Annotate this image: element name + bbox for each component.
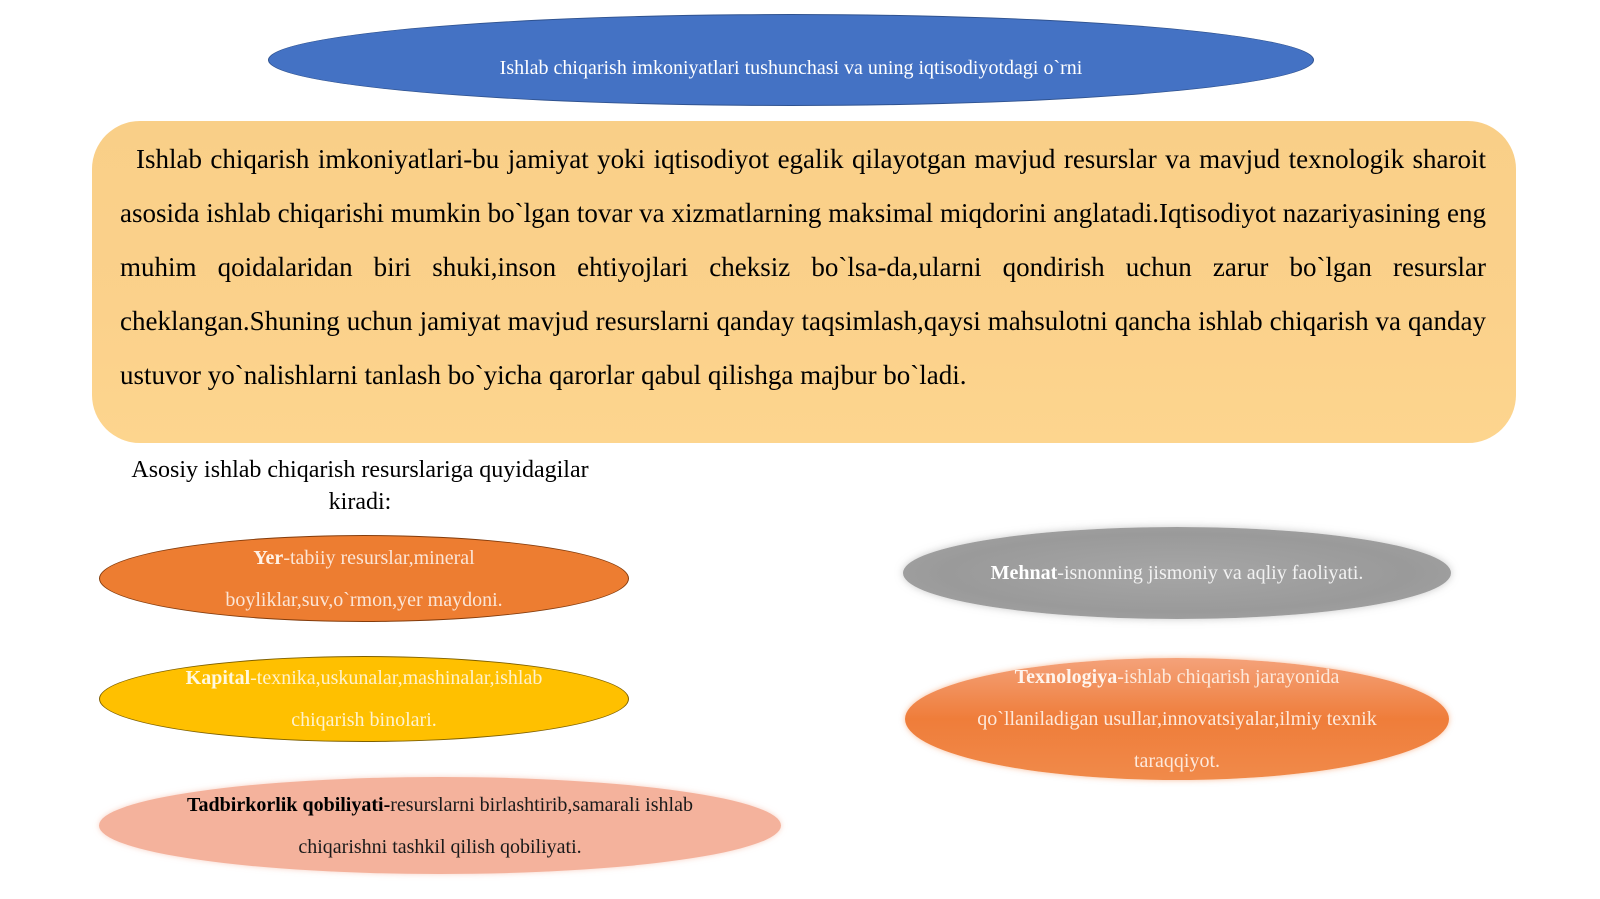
resource-yer <box>99 535 629 622</box>
title-text: Ishlab chiqarish imkoniyatlari tushunchasi va uning iqtisodiyotdagi o`rni <box>499 56 1083 79</box>
resource-kapital-desc: -texnika,uskunalar,mashinalar,ishlab chiqarish binolari. <box>250 667 543 731</box>
resource-texnologiya-desc: -ishlab chiqarish jarayonida qo`llaniladigan usullar,innovatsiyalar,ilmiy texnik taraqqiyot. <box>977 666 1377 772</box>
resource-mehnat <box>903 527 1451 619</box>
resource-yer-term: Yer <box>253 546 284 569</box>
resource-tadbirkorlik-desc: resurslarni birlashtirib,samarali ishlab chiqarishni tashkil qilish qobiliyati. <box>298 793 693 858</box>
resource-kapital-term: Kapital <box>185 667 251 689</box>
resource-yer-desc: -tabiiy resurslar,mineral boyliklar,suv,o`rmon,yer maydoni. <box>225 546 503 611</box>
resource-tadbirkorlik-term: Tadbirkorlik qobiliyati- <box>187 793 391 816</box>
resource-kapital <box>99 656 629 742</box>
resource-texnologiya-term: Texnologiya <box>1014 666 1118 688</box>
resource-tadbirkorlik <box>99 777 781 874</box>
resource-mehnat-term: Mehnat <box>990 562 1058 584</box>
definition-text: Ishlab chiqarish imkoniyatlari-bu jamiyat yoki iqtisodiyot egalik qilayotgan mavjud resurslar va mavjud texnologik sharoit asosida ishlab chiqarishi mumkin bo`lgan tovar va xizmatlarning maksimal miqdorini anglatadi.Iqtisodiyot nazariyasining eng muhim qoidalaridan biri shuki,inson ehtiyojlari cheksiz bo`lsa-da,ularni qondirish uchun zarur bo`lgan resurslar cheklangan.Shuning uchun jamiyat mavjud resurslarni qanday taqsimlash,qaysi mahsulotni qancha ishlab chiqarish va qanday ustuvor yo`nalishlarni tanlash bo`yicha qarorlar qabul qilishga majbur bo`ladi. <box>120 144 1486 390</box>
resource-texnologiya <box>905 658 1449 780</box>
resources-subheading: Asosiy ishlab chiqarish resurslariga quyidagilar kiradi: <box>131 457 589 515</box>
resource-mehnat-desc: -isnonning jismoniy va aqliy faoliyati. <box>1057 562 1364 584</box>
title-banner <box>268 14 1314 106</box>
